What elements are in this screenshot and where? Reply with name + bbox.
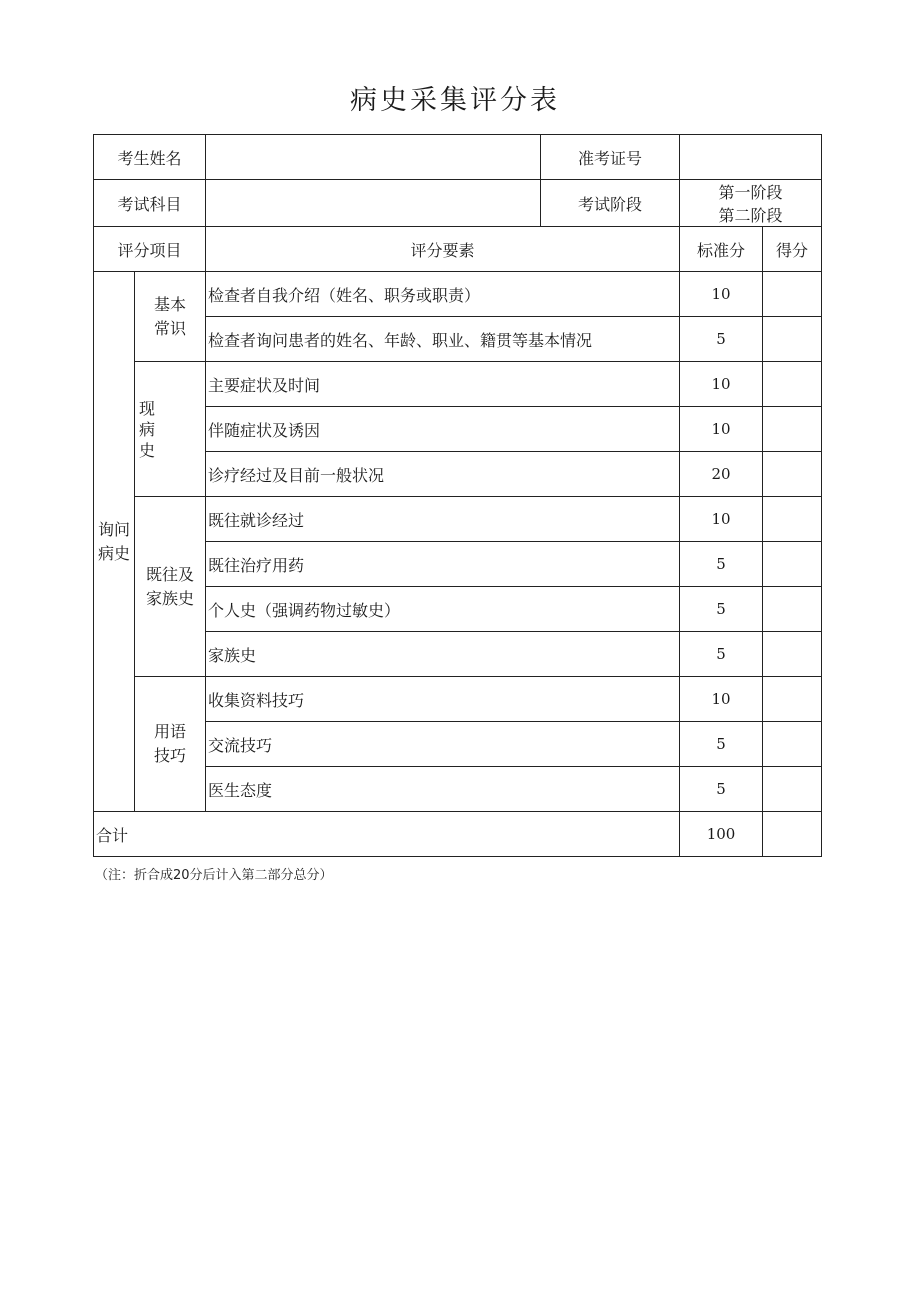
row-item-text: 主要症状及时间 [206, 362, 680, 407]
table-row [94, 497, 822, 542]
row-standard-points: 5 [680, 767, 763, 812]
row-item-text: 交流技巧 [206, 722, 680, 767]
table-row [94, 272, 822, 317]
total-row [94, 812, 822, 857]
row-item-text: 既往治疗用药 [206, 542, 680, 587]
scoring-table [93, 134, 822, 857]
row-item-text: 检查者询问患者的姓名、年龄、职业、籍贯等基本情况 [206, 317, 680, 362]
group-present-cell [135, 362, 206, 497]
subject-label: 考试科目 [94, 180, 206, 227]
row-score-field[interactable] [763, 362, 822, 407]
row-standard-points: 5 [680, 542, 763, 587]
stage-option-second[interactable]: 第二阶段 [718, 206, 783, 225]
group-present-label: 现病史 [139, 398, 156, 460]
stage-option-first[interactable]: 第一阶段 [718, 183, 783, 202]
row-score-field[interactable] [763, 542, 822, 587]
row-standard-points: 10 [680, 362, 763, 407]
row-item-text: 收集资料技巧 [206, 677, 680, 722]
header-row-subject [94, 180, 822, 227]
row-score-field[interactable] [763, 632, 822, 677]
main-category-cell [94, 272, 135, 812]
row-item-text: 既往就诊经过 [206, 497, 680, 542]
group-past-label: 既往及家族史 [145, 564, 194, 608]
row-item-text: 医生态度 [206, 767, 680, 812]
group-language-cell [135, 677, 206, 812]
row-item-text: 家族史 [206, 632, 680, 677]
col-item-header: 评分项目 [94, 227, 206, 272]
id-field[interactable] [680, 135, 822, 180]
row-standard-points: 5 [680, 587, 763, 632]
total-label: 合计 [94, 812, 680, 857]
row-score-field[interactable] [763, 272, 822, 317]
col-standard-header: 标准分 [680, 227, 763, 272]
table-row [94, 677, 822, 722]
table-row [94, 362, 822, 407]
row-score-field[interactable] [763, 452, 822, 497]
row-score-field[interactable] [763, 587, 822, 632]
row-score-field[interactable] [763, 677, 822, 722]
row-score-field[interactable] [763, 497, 822, 542]
page-title: 病史采集评分表 [350, 85, 560, 116]
row-standard-points: 5 [680, 317, 763, 362]
name-field[interactable] [206, 135, 541, 180]
row-standard-points: 10 [680, 272, 763, 317]
row-score-field[interactable] [763, 407, 822, 452]
row-standard-points: 5 [680, 632, 763, 677]
main-category-label: 询问病史 [97, 519, 130, 563]
stage-options [680, 180, 822, 227]
total-score-field[interactable] [763, 812, 822, 857]
group-language-label: 用语技巧 [153, 722, 186, 765]
col-score-header: 得分 [763, 227, 822, 272]
row-score-field[interactable] [763, 722, 822, 767]
column-header-row [94, 227, 822, 272]
row-item-text: 检查者自我介绍（姓名、职务或职责） [206, 272, 680, 317]
row-item-text: 诊疗经过及目前一般状况 [206, 452, 680, 497]
row-score-field[interactable] [763, 767, 822, 812]
row-standard-points: 10 [680, 407, 763, 452]
row-standard-points: 10 [680, 497, 763, 542]
row-standard-points: 5 [680, 722, 763, 767]
total-points: 100 [680, 812, 763, 857]
subject-field[interactable] [206, 180, 541, 227]
row-standard-points: 20 [680, 452, 763, 497]
row-item-text: 个人史（强调药物过敏史） [206, 587, 680, 632]
row-standard-points: 10 [680, 677, 763, 722]
group-past-cell [135, 497, 206, 677]
stage-label: 考试阶段 [541, 180, 680, 227]
id-label: 准考证号 [541, 135, 680, 180]
name-label: 考生姓名 [94, 135, 206, 180]
row-score-field[interactable] [763, 317, 822, 362]
group-basic-label: 基本常识 [153, 294, 186, 338]
footnote: （注：折合成20分后计入第二部分总分） [95, 868, 333, 883]
col-elements-header: 评分要素 [206, 227, 680, 272]
header-row-name [94, 135, 822, 180]
group-basic-cell [135, 272, 206, 362]
row-item-text: 伴随症状及诱因 [206, 407, 680, 452]
